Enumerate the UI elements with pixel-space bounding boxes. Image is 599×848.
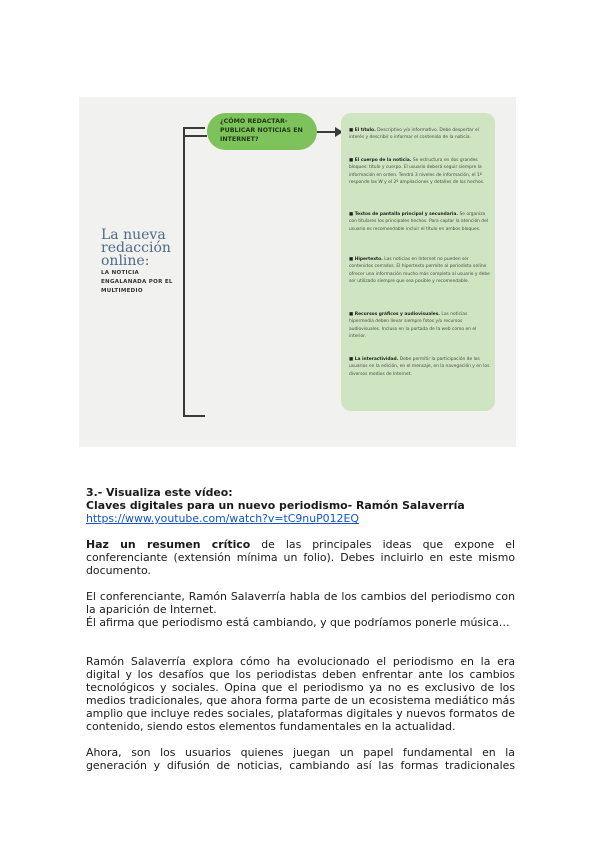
topic-pill-label: ¿CÓMO REDACTAR- PUBLICAR NOTICIAS EN INTERNET? [220, 118, 303, 143]
bracket-branch [183, 135, 207, 137]
bracket-top [183, 127, 205, 129]
mind-map-subtitle: LA NOTICIA ENGALANADA POR EL MULTIMEDIO [101, 270, 173, 294]
paragraph-4: Ahora, son los usuarios quienes juegan un papel fundamental en la generación y difusión de noticias, cambiando así las formas tradicionales [86, 746, 515, 772]
video-link[interactable]: https://www.youtube.com/watch?v=tC9nuP012EQ [86, 512, 359, 525]
instructions-paragraph [86, 538, 515, 577]
mind-map-figure [79, 97, 516, 447]
guidelines-panel [341, 113, 495, 411]
guideline-item: ■ Recursos gráficos y audiovisuales. Las noticias hipermedia deben llevar siempre fotos y/o recursos audiovisuales. Incluso en la portada de la web como en el interior. [349, 312, 477, 340]
section-heading: 3.- Visualiza este vídeo: [86, 486, 233, 499]
bracket-bottom [183, 415, 205, 417]
video-title: Claves digitales para un nuevo periodismo- Ramón Salaverría [86, 499, 465, 512]
bracket-line [183, 127, 185, 417]
paragraph-1: El conferenciante, Ramón Salaverría habla de los cambios del periodismo con la aparición de Internet. [86, 590, 515, 616]
paragraph-3: Ramón Salaverría explora cómo ha evolucionado el periodismo en la era digital y los desafíos que los periodistas deben enfrentar ante los cambios tecnológicos y sociales. Opina que el periodismo ya no es exclusivo de los medios tradicionales, que ahora forma parte de un ecosistema mediático más amplio que incluye redes sociales, plataformas digitales y nuevos formatos de contenido, siendo estos elementos fundamentales en la actualidad. [86, 655, 515, 733]
guideline-item: ■ Textos de pantalla principal y secundaria. Se organiza con titulares los principales hechos. Para captar la atención del usuario es recomendable incluir el título en ambos bloques. [349, 212, 489, 232]
mind-map-title: La nueva redacción online: [101, 227, 171, 269]
guideline-item: ■ El título. Descriptivo y/o informativo. Debe despertar el interés y describir o informar el contenido de la noticia. [349, 128, 479, 141]
video-link-line [86, 512, 515, 525]
instructions-emphasis: Haz un resumen crítico [86, 538, 251, 551]
paragraph-2: Él afirma que periodismo está cambiando, y que podríamos ponerle música… [86, 616, 510, 629]
instructions-text: de las principales ideas que expone el conferenciante (extensión mínima un folio). Debes incluirlo en este mismo documento. [86, 538, 515, 577]
guideline-item: ■ La interactividad. Debe permitir la participación de los usuarios en la edición, en el mensaje, en la navegación y en los diversos medios de Internet. [349, 357, 490, 377]
guideline-item: ■ Hipertexto. Las noticias en Internet no pueden ser contenidos cerrados. El hipertexto permite al periodista online ofrecer una información mucho más completa al usuario y debe ser utilizado siempre que sea posible y recomendable. [349, 257, 490, 285]
guideline-item: ■ El cuerpo de la noticia. Se estructura en dos grandes bloques: título y cuerpo. El usuario deberá seguir siempre la información en orden. Tendrá 3 niveles de información, el 1º responde las W y el 2º ampliaciones y detalles de los hechos. [349, 158, 485, 186]
